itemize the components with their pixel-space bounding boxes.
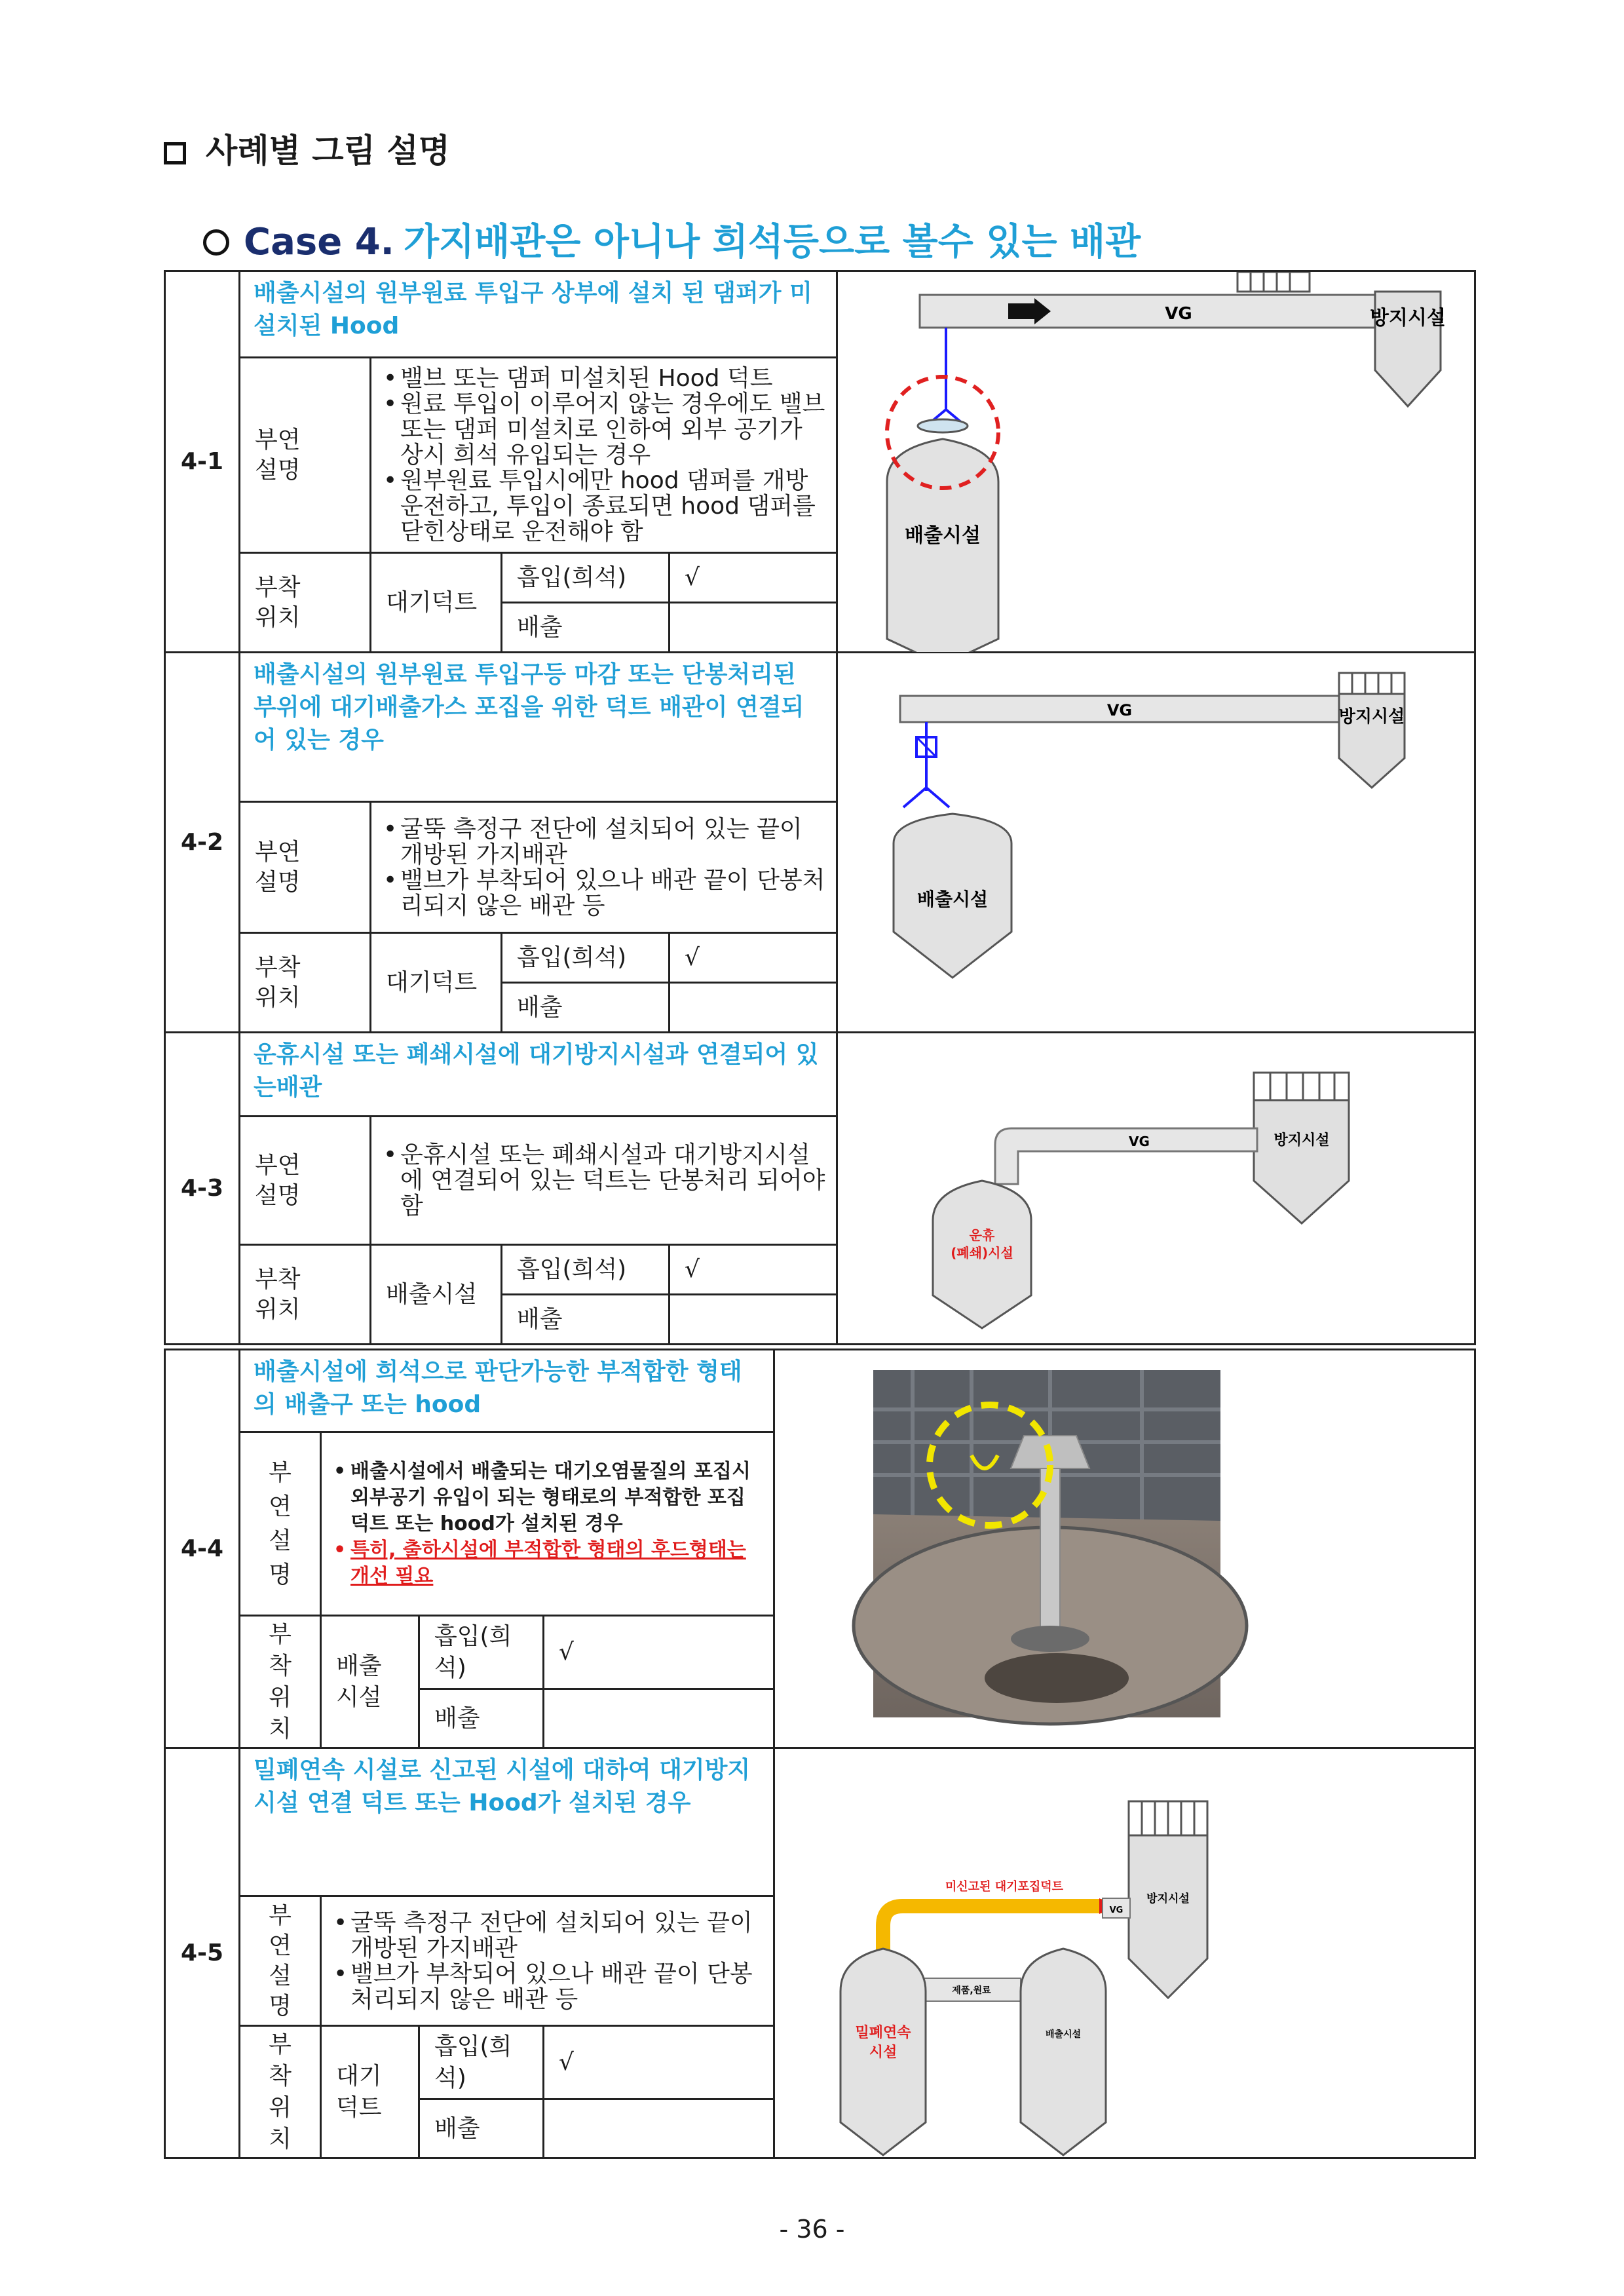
exhaust-value — [670, 1295, 837, 1345]
emission-label: 배출시설 — [1045, 2029, 1082, 2040]
attach-label: 부착 위치 — [240, 553, 371, 653]
intake-check: √ — [670, 933, 837, 983]
location-value: 대기덕트 — [371, 933, 502, 1033]
diagram-4-5 — [774, 1748, 1475, 2158]
intake-check: √ — [670, 1245, 837, 1295]
row-title: 배출시설에 희석으로 판단가능한 부적합한 형태의 배출구 또는 hood — [240, 1350, 774, 1432]
exhaust-value — [544, 1689, 774, 1748]
bullet: • 밸브 또는 댐퍼 미설치된 Hood 덕트 — [400, 366, 827, 391]
product-label: 제품,원료 — [952, 1985, 991, 1996]
vg-label: VG — [1129, 1134, 1150, 1149]
desc-label: 부연 설명 — [240, 1117, 371, 1245]
row-id: 4-4 — [165, 1350, 240, 1748]
intake-check: √ — [544, 2026, 774, 2099]
location-value: 배출시설 — [371, 1245, 502, 1345]
desc-label: 부연 설명 — [240, 358, 371, 553]
row-id: 4-1 — [165, 271, 240, 653]
checkbox-square-icon — [164, 142, 186, 164]
row-title: 밀폐연속 시설로 신고된 시설에 대하여 대기방지시설 연결 덕트 또는 Hood가 설치된 경우 — [240, 1748, 774, 1896]
vg-label: VG — [1109, 1905, 1124, 1915]
idle-label-top: 운휴 — [969, 1227, 995, 1243]
row-title: 운휴시설 또는 폐쇄시설에 대기방지시설과 연결되어 있는배관 — [240, 1033, 837, 1117]
exhaust-label: 배출 — [502, 603, 670, 653]
case-label: Case 4. — [244, 221, 394, 263]
photo-4-4 — [774, 1350, 1475, 1748]
attach-label: 부 착 위 치 — [240, 1616, 321, 1748]
row-description — [371, 358, 837, 553]
bullet: • 밸브가 부착되어 있으나 배관 끝이 단봉처리되지 않은 배관 등 — [400, 868, 827, 919]
desc-label: 부연 설명 — [240, 802, 371, 933]
row-description — [321, 1896, 774, 2026]
attach-label: 부착 위치 — [240, 933, 371, 1033]
page-number: - 36 - — [779, 2215, 845, 2244]
bullet: • 배출시설에서 배출되는 대기오염물질의 포집시 외부공기 유입이 되는 형태로의 부적합한 포집덕트 또는 hood가 설치된 경우 — [350, 1459, 764, 1537]
exhaust-value — [544, 2099, 774, 2158]
intake-label: 흡입(희석) — [502, 553, 670, 603]
vg-label: VG — [1106, 701, 1133, 719]
row-id: 4-5 — [165, 1748, 240, 2158]
attach-label: 부착 위치 — [240, 1245, 371, 1345]
unreported-duct-label: 미신고된 대기포집덕트 — [945, 1880, 1064, 1894]
emission-label: 배출시설 — [905, 524, 981, 547]
row-description — [321, 1432, 774, 1616]
desc-label: 부 연 설 명 — [240, 1432, 321, 1616]
attach-label: 부 착 위 치 — [240, 2026, 321, 2158]
row-title: 배출시설의 원부원료 투입구등 마감 또는 단봉처리된 부위에 대기배출가스 포집을 위한 덕트 배관이 연결되어 있는 경우 — [240, 653, 837, 802]
bullet: • 밸브가 부착되어 있으나 배관 끝이 단봉처리되지 않은 배관 등 — [350, 1961, 764, 2012]
location-value: 대기덕트 — [371, 553, 502, 653]
idle-label-bottom: (폐쇄)시설 — [951, 1245, 1013, 1261]
emission-label: 배출시설 — [916, 889, 989, 910]
exhaust-label: 배출 — [419, 1689, 544, 1748]
exhaust-value — [670, 983, 837, 1033]
row-id: 4-2 — [165, 653, 240, 1033]
diagram-4-2 — [837, 653, 1475, 1033]
row-description — [371, 1117, 837, 1245]
bullet: • 굴뚝 측정구 전단에 설치되어 있는 끝이 개방된 가지배관 — [400, 816, 827, 868]
intake-check: √ — [544, 1616, 774, 1689]
prevention-label: 방지시설 — [1146, 1892, 1190, 1905]
diagram-4-1 — [837, 271, 1475, 653]
bullet: • 운휴시설 또는 폐쇄시설과 대기방지시설에 연결되어 있는 덕트는 단봉처리 되어야 함 — [400, 1142, 827, 1219]
intake-label: 흡입(희석) — [502, 933, 670, 983]
case-table-1 — [164, 270, 1476, 1345]
case-table-2 — [164, 1349, 1476, 2159]
exhaust-label: 배출 — [502, 1295, 670, 1345]
case-title-text: 가지배관은 아니나 희석등으로 볼수 있는 배관 — [403, 221, 1141, 263]
bullet: • 원료 투입이 이루어지 않는 경우에도 밸브 또는 댐퍼 미설치로 인하여 외부 공기가 상시 희석 유입되는 경우 — [400, 391, 827, 468]
circle-bullet-icon — [203, 229, 229, 256]
exhaust-label: 배출 — [419, 2099, 544, 2158]
intake-label: 흡입(희석) — [419, 1616, 544, 1689]
bullet: • 굴뚝 측정구 전단에 설치되어 있는 끝이 개방된 가지배관 — [350, 1910, 764, 1961]
intake-label: 흡입(희석) — [502, 1245, 670, 1295]
case-title — [203, 213, 1141, 265]
row-title: 배출시설의 원부원료 투입구 상부에 설치 된 댐퍼가 미설치된 Hood — [240, 271, 837, 358]
location-value: 대기덕트 — [321, 2026, 419, 2158]
vg-label: VG — [1165, 304, 1192, 324]
location-value: 배출시설 — [321, 1616, 419, 1748]
svg-text:밀폐연속: 밀폐연속 — [855, 2025, 911, 2041]
row-description — [371, 802, 837, 933]
exhaust-value — [670, 603, 837, 653]
bullet-highlight: • 특히, 출하시설에 부적합한 형태의 후드형태는 개선 필요 — [350, 1537, 764, 1590]
exhaust-label: 배출 — [502, 983, 670, 1033]
svg-text:시설: 시설 — [869, 2044, 897, 2061]
prevention-label: 방지시설 — [1274, 1132, 1330, 1149]
section-heading: 사례별 그림 설명 — [164, 124, 450, 172]
intake-label: 흡입(희석) — [419, 2026, 544, 2099]
bullet: • 원부원료 투입시에만 hood 댐퍼를 개방운전하고, 투입이 종료되면 hood 댐퍼를 닫힌상태로 운전해야 함 — [400, 468, 827, 545]
intake-check: √ — [670, 553, 837, 603]
desc-label: 부 연 설 명 — [240, 1896, 321, 2026]
prevention-label: 방지시설 — [1338, 707, 1405, 727]
diagram-4-3 — [837, 1033, 1475, 1345]
prevention-label: 방지시설 — [1370, 307, 1446, 330]
row-id: 4-3 — [165, 1033, 240, 1345]
